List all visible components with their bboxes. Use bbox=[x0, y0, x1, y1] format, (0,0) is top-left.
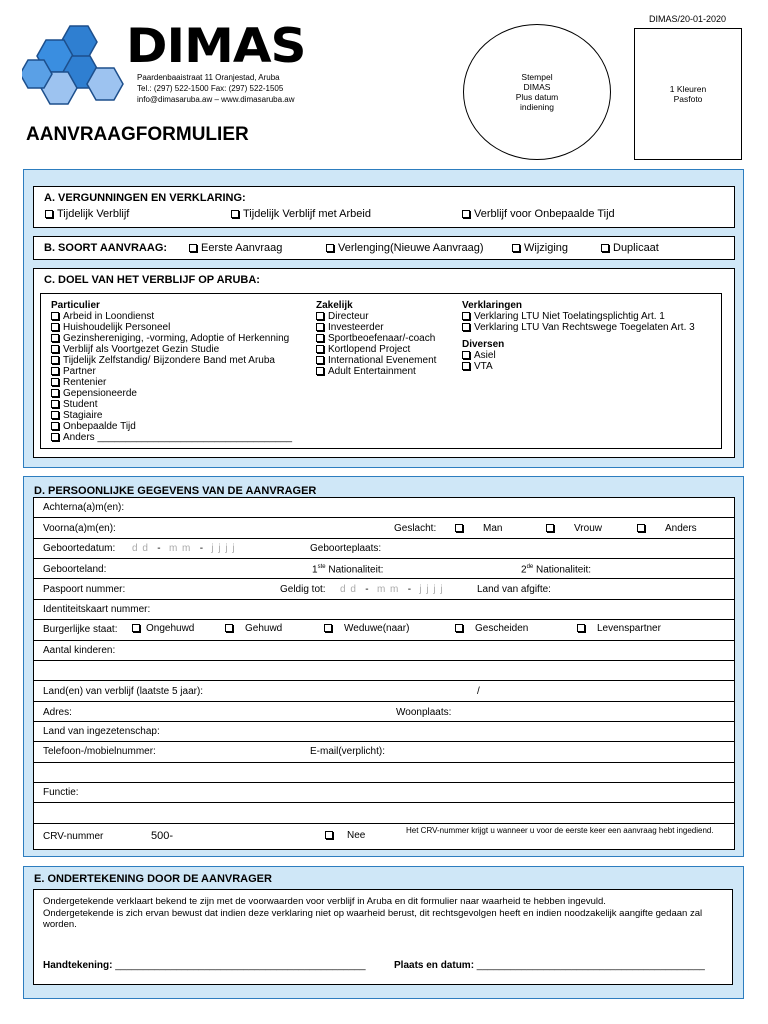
purpose-option[interactable] bbox=[51, 421, 292, 432]
label-achternaam: Achterna(a)m(en): bbox=[43, 502, 125, 513]
nat2-number: 2 bbox=[521, 564, 527, 576]
checkbox-icon[interactable] bbox=[462, 210, 470, 218]
option-label: Directeur bbox=[328, 311, 369, 322]
section-b-title: B. SOORT AANVRAAG: bbox=[44, 242, 168, 254]
label-geldig-tot: Geldig tot: bbox=[280, 584, 326, 595]
placeholder-mm: m m bbox=[168, 543, 192, 554]
date-separator: - bbox=[199, 543, 204, 554]
checkbox-icon[interactable] bbox=[51, 312, 59, 320]
option-label: Verblijf als Voortgezet Gezin Studie bbox=[63, 344, 220, 355]
checkbox-icon[interactable] bbox=[316, 367, 324, 375]
row-empty[interactable] bbox=[34, 802, 734, 823]
option-label: Tijdelijk Verblijf met Arbeid bbox=[243, 208, 371, 220]
option-label: Gepensioneerde bbox=[63, 388, 137, 399]
nat2-suffix: de bbox=[526, 564, 534, 570]
option-label: Wijziging bbox=[524, 242, 569, 254]
purpose-option[interactable] bbox=[51, 344, 292, 355]
option-label: Verlenging(Nieuwe Aanvraag) bbox=[338, 242, 484, 254]
stamp-line: indiening bbox=[519, 102, 555, 112]
checkbox-icon[interactable] bbox=[316, 312, 324, 320]
option-label: Onbepaalde Tijd bbox=[63, 421, 136, 432]
separator-slash: / bbox=[477, 686, 480, 697]
section-d-title: D. PERSOONLIJKE GEGEVENS VAN DE AANVRAGER bbox=[34, 485, 317, 497]
label-nationaliteit-1 bbox=[312, 564, 383, 575]
declaration-line: Ondergetekende verklaart bekend te zijn met de voorwaarden voor verblijf in Aruba en dit formulier naar waarheid te hebben ingevuld. bbox=[43, 896, 606, 907]
email-web-line: info@dimasaruba.aw – www.dimasaruba.aw bbox=[137, 95, 295, 104]
option-weduwe[interactable] bbox=[324, 623, 409, 634]
purpose-option[interactable] bbox=[51, 311, 292, 322]
checkbox-icon[interactable] bbox=[316, 345, 324, 353]
checkbox-icon[interactable] bbox=[51, 411, 59, 419]
nat1-suffix: ste bbox=[317, 564, 326, 570]
option-label: Nee bbox=[347, 830, 366, 841]
nat1-label: Nationaliteit: bbox=[325, 564, 384, 576]
option-label: Arbeid in Loondienst bbox=[63, 311, 155, 322]
purpose-option[interactable] bbox=[51, 322, 292, 333]
label-burgerlijke-staat: Burgerlijke staat: bbox=[43, 624, 118, 635]
label-land-afgifte: Land van afgifte: bbox=[477, 584, 551, 595]
option-label: Verblijf voor Onbepaalde Tijd bbox=[474, 208, 615, 220]
label-woonplaats: Woonplaats: bbox=[396, 707, 452, 718]
checkbox-icon[interactable] bbox=[51, 356, 59, 364]
checkbox-icon[interactable] bbox=[51, 400, 59, 408]
checkbox-icon[interactable] bbox=[51, 367, 59, 375]
crv-prefix: 500- bbox=[151, 830, 174, 842]
crv-note: Het CRV-nummer krijgt u wanneer u voor de eerste keer een aanvraag hebt ingediend. bbox=[406, 826, 714, 835]
option-label: Investeerder bbox=[328, 322, 384, 333]
purpose-option[interactable] bbox=[316, 322, 436, 333]
stamp-line: Stempel bbox=[521, 72, 553, 82]
row-empty[interactable] bbox=[34, 762, 734, 782]
row-achternaam bbox=[34, 497, 734, 517]
option-onbepaalde-tijd[interactable] bbox=[462, 208, 615, 220]
option-label: Anders bbox=[665, 523, 697, 534]
option-label: Gezinshereniging, -vorming, Adoptie of Herkenning bbox=[63, 333, 290, 344]
place-date-line[interactable]: _________________________________________ bbox=[474, 960, 705, 971]
option-label: Adult Entertainment bbox=[328, 366, 416, 377]
option-man[interactable] bbox=[455, 523, 502, 534]
purpose-option[interactable] bbox=[51, 399, 292, 410]
checkbox-icon[interactable] bbox=[132, 624, 140, 632]
label-plaats-datum: Plaats en datum: bbox=[394, 960, 475, 971]
option-label: Partner bbox=[63, 366, 96, 377]
row-crv bbox=[34, 823, 734, 850]
option-label: Ongehuwd bbox=[146, 623, 195, 634]
brand-name: DIMAS bbox=[126, 18, 306, 74]
option-gescheiden[interactable] bbox=[455, 623, 528, 634]
label-voornaam: Voorna(a)m(en): bbox=[43, 523, 116, 534]
placeholder-dd: d d bbox=[340, 584, 357, 595]
checkbox-icon[interactable] bbox=[51, 422, 59, 430]
row-empty[interactable] bbox=[34, 660, 734, 680]
purpose-option[interactable] bbox=[316, 366, 436, 377]
label-ingezetenschap: Land van ingezetenschap: bbox=[43, 726, 160, 737]
checkbox-icon[interactable] bbox=[51, 433, 59, 441]
checkbox-icon[interactable] bbox=[45, 210, 53, 218]
option-ongehuwd[interactable] bbox=[132, 623, 194, 634]
section-c bbox=[33, 268, 735, 458]
label-handtekening: Handtekening: bbox=[43, 960, 113, 971]
purpose-option[interactable] bbox=[316, 344, 436, 355]
checkbox-icon[interactable] bbox=[51, 345, 59, 353]
row-kinderen bbox=[34, 640, 734, 660]
purpose-option[interactable] bbox=[316, 333, 436, 344]
checkbox-icon[interactable] bbox=[455, 624, 463, 632]
purpose-option[interactable] bbox=[51, 388, 292, 399]
verklaringen-column bbox=[462, 300, 695, 372]
address-line: Paardenbaaistraat 11 Oranjestad, Aruba bbox=[137, 73, 280, 82]
checkbox-icon[interactable] bbox=[637, 524, 645, 532]
nat2-label: Nationaliteit: bbox=[533, 564, 592, 576]
label-geboorteplaats: Geboorteplaats: bbox=[310, 543, 382, 554]
placeholder-dd: d d bbox=[132, 543, 149, 554]
row-geboortedatum bbox=[34, 538, 734, 558]
stamp-circle bbox=[463, 24, 611, 160]
option-eerste-aanvraag[interactable] bbox=[189, 242, 282, 254]
section-c-title: C. DOEL VAN HET VERBLIJF OP ARUBA: bbox=[44, 274, 260, 286]
option-label: Student bbox=[63, 399, 98, 410]
option-tijdelijk-verblijf-arbeid[interactable] bbox=[231, 208, 371, 220]
checkbox-icon[interactable] bbox=[512, 244, 520, 252]
place-date-field[interactable] bbox=[394, 960, 705, 971]
date-separator: - bbox=[407, 584, 412, 595]
label-identiteitskaart: Identiteitskaart nummer: bbox=[43, 604, 151, 615]
label-adres: Adres: bbox=[43, 707, 72, 718]
placeholder-jjjj: j j j j bbox=[419, 584, 444, 595]
section-c-inner bbox=[40, 293, 722, 449]
checkbox-icon[interactable] bbox=[316, 334, 324, 342]
label-geboortedatum: Geboortedatum: bbox=[43, 543, 116, 554]
purpose-option[interactable] bbox=[462, 350, 695, 361]
photo-line: Pasfoto bbox=[673, 94, 703, 104]
option-label: Levenspartner bbox=[597, 623, 661, 634]
option-tijdelijk-verblijf[interactable] bbox=[45, 208, 129, 220]
signature-field[interactable] bbox=[43, 960, 366, 971]
label-kinderen: Aantal kinderen: bbox=[43, 645, 116, 656]
row-voornaam bbox=[34, 517, 734, 538]
page-title: AANVRAAGFORMULIER bbox=[26, 124, 249, 145]
checkbox-icon[interactable] bbox=[51, 378, 59, 386]
label-geslacht: Geslacht: bbox=[394, 523, 437, 534]
label-functie: Functie: bbox=[43, 787, 79, 798]
checkbox-icon[interactable] bbox=[324, 624, 332, 632]
row-functie bbox=[34, 782, 734, 802]
row-ingezetenschap bbox=[34, 721, 734, 741]
column-heading: Zakelijk bbox=[316, 300, 353, 311]
option-label: Kortlopend Project bbox=[328, 344, 411, 355]
checkbox-icon[interactable] bbox=[51, 389, 59, 397]
checkbox-icon[interactable] bbox=[455, 524, 463, 532]
placeholder-jjjj: j j j j bbox=[211, 543, 236, 554]
option-label: Gehuwd bbox=[245, 623, 283, 634]
label-telefoon: Telefoon-/mobielnummer: bbox=[43, 746, 156, 757]
date-separator: - bbox=[365, 584, 369, 595]
label-nationaliteit-2 bbox=[521, 564, 591, 575]
purpose-option[interactable] bbox=[51, 366, 292, 377]
checkbox-icon[interactable] bbox=[325, 831, 333, 839]
option-verlenging[interactable] bbox=[326, 242, 484, 254]
section-b bbox=[33, 236, 735, 260]
date-separator: - bbox=[157, 543, 161, 554]
section-d-table bbox=[33, 497, 735, 850]
option-label: Gescheiden bbox=[475, 623, 529, 634]
signature-line[interactable]: _____________________________________________ bbox=[112, 960, 366, 971]
section-e-box bbox=[33, 889, 733, 985]
checkbox-icon[interactable] bbox=[316, 356, 324, 364]
checkbox-icon[interactable] bbox=[231, 210, 239, 218]
checkbox-icon[interactable] bbox=[316, 323, 324, 331]
option-label: Huishoudelijk Personeel bbox=[63, 322, 171, 333]
option-label: Anders ___________________________________ bbox=[63, 432, 293, 443]
option-label: Rentenier bbox=[63, 377, 107, 388]
nat1-number: 1 bbox=[312, 564, 318, 576]
option-label: Man bbox=[483, 523, 503, 534]
zakelijk-column bbox=[316, 300, 436, 377]
checkbox-icon[interactable] bbox=[462, 362, 470, 370]
purpose-option[interactable] bbox=[316, 311, 436, 322]
section-a-title: A. VERGUNNINGEN EN VERKLARING: bbox=[44, 192, 246, 204]
stamp-line: DIMAS bbox=[523, 82, 551, 92]
checkbox-icon[interactable] bbox=[51, 323, 59, 331]
particulier-column bbox=[51, 300, 292, 443]
checkbox-icon[interactable] bbox=[326, 244, 334, 252]
row-burgerlijke-staat bbox=[34, 619, 734, 640]
row-identiteitskaart bbox=[34, 599, 734, 619]
photo-line: 1 Kleuren bbox=[669, 84, 707, 94]
checkbox-icon[interactable] bbox=[601, 244, 609, 252]
option-anders[interactable] bbox=[637, 523, 697, 534]
option-label: Eerste Aanvraag bbox=[201, 242, 283, 254]
column-heading: Verklaringen bbox=[462, 300, 523, 311]
purpose-option[interactable] bbox=[51, 432, 292, 443]
section-e-title: E. ONDERTEKENING DOOR DE AANVRAGER bbox=[34, 873, 272, 885]
purpose-option[interactable] bbox=[51, 410, 292, 421]
purpose-option[interactable] bbox=[462, 322, 695, 333]
checkbox-icon[interactable] bbox=[51, 334, 59, 342]
hexagon-cluster-logo-icon bbox=[22, 22, 132, 106]
document-id: DIMAS/20-01-2020 bbox=[648, 14, 726, 24]
declaration-text bbox=[43, 896, 722, 931]
panel-e bbox=[23, 866, 744, 999]
column-heading: Particulier bbox=[51, 300, 100, 311]
option-label: International Evenement bbox=[328, 355, 437, 366]
row-telefoon bbox=[34, 741, 734, 762]
option-label: Tijdelijk Verblijf bbox=[57, 208, 130, 220]
address-block bbox=[137, 72, 295, 105]
option-label: Verklaring LTU Niet Toelatingsplichtig Art. 1 bbox=[474, 311, 665, 322]
checkbox-icon[interactable] bbox=[462, 312, 470, 320]
purpose-option[interactable] bbox=[316, 355, 436, 366]
label-geboorteland: Geboorteland: bbox=[43, 564, 107, 575]
option-label: Vrouw bbox=[574, 523, 602, 534]
phone-line: Tel.: (297) 522-1500 Fax: (297) 522-1505 bbox=[137, 84, 284, 93]
checkbox-icon[interactable] bbox=[546, 524, 554, 532]
option-label: Sportbeoefenaar/-coach bbox=[328, 333, 436, 344]
option-vrouw[interactable] bbox=[546, 523, 602, 534]
geldig-tot-input[interactable] bbox=[340, 584, 444, 595]
option-label: Stagiaire bbox=[63, 410, 103, 421]
label-landen-verblijf: Land(en) van verblijf (laatste 5 jaar): bbox=[43, 686, 204, 697]
label-email: E-mail(verplicht): bbox=[310, 746, 386, 757]
declaration-line: Ondergetekende is zich ervan bewust dat indien deze verklaring niet op waarheid berust, dit rechtsgevolgen heeft en indien noodzakelijk aangifte gedaan zal worden. bbox=[43, 907, 703, 930]
purpose-option[interactable] bbox=[51, 377, 292, 388]
option-wijziging[interactable] bbox=[512, 242, 568, 254]
column-heading: Diversen bbox=[462, 339, 505, 350]
purpose-option[interactable] bbox=[462, 361, 695, 372]
checkbox-icon[interactable] bbox=[225, 624, 233, 632]
purpose-option[interactable] bbox=[462, 311, 695, 322]
checkbox-icon[interactable] bbox=[189, 244, 197, 252]
row-landen-verblijf bbox=[34, 680, 734, 701]
option-label: VTA bbox=[474, 361, 493, 372]
checkbox-icon[interactable] bbox=[462, 323, 470, 331]
option-label: Verklaring LTU Van Rechtswege Toegelaten Art. 3 bbox=[474, 322, 695, 333]
label-paspoort: Paspoort nummer: bbox=[43, 584, 126, 595]
option-levenspartner[interactable] bbox=[577, 623, 661, 634]
passport-photo-box[interactable] bbox=[634, 28, 742, 160]
row-geboorteland bbox=[34, 558, 734, 578]
option-nee[interactable] bbox=[325, 830, 365, 841]
option-label: Duplicaat bbox=[613, 242, 659, 254]
panel-abc bbox=[23, 169, 744, 468]
option-label: Tijdelijk Zelfstandig/ Bijzondere Band met Aruba bbox=[63, 355, 275, 366]
row-paspoort bbox=[34, 578, 734, 599]
checkbox-icon[interactable] bbox=[577, 624, 585, 632]
option-label: Asiel bbox=[474, 350, 496, 361]
section-a bbox=[33, 186, 735, 228]
option-label: Weduwe(naar) bbox=[344, 623, 410, 634]
option-duplicaat[interactable] bbox=[601, 242, 659, 254]
purpose-option[interactable] bbox=[51, 333, 292, 344]
geboortedatum-input[interactable] bbox=[132, 543, 236, 554]
panel-d bbox=[23, 476, 744, 857]
checkbox-icon[interactable] bbox=[462, 351, 470, 359]
placeholder-mm: m m bbox=[376, 584, 400, 595]
row-adres bbox=[34, 701, 734, 721]
label-crv: CRV-nummer bbox=[43, 831, 104, 842]
stamp-line: Plus datum bbox=[515, 92, 559, 102]
purpose-option[interactable] bbox=[51, 355, 292, 366]
option-gehuwd[interactable] bbox=[225, 623, 282, 634]
